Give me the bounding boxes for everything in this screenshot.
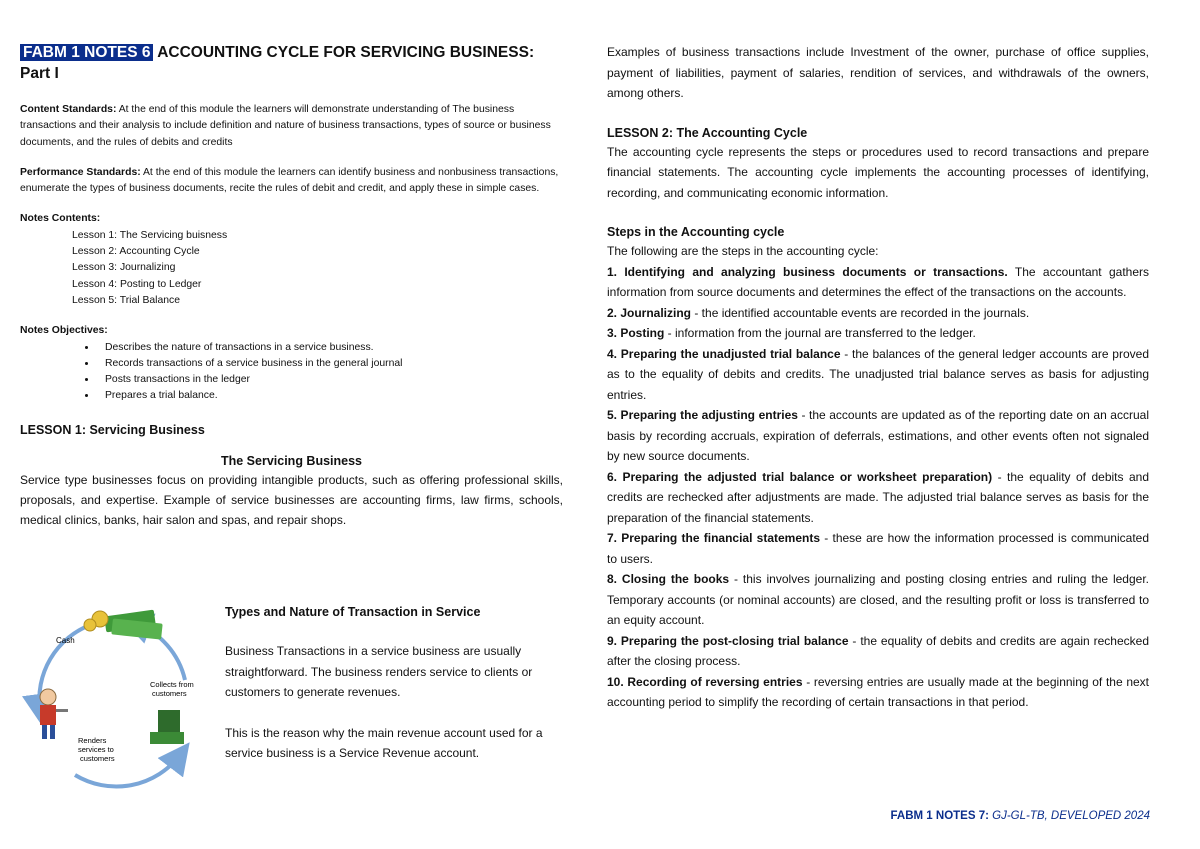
notes-objectives [20,323,563,404]
page-title [20,42,563,84]
step-label: 9. Preparing the post-closing trial balance [607,633,849,648]
renders-label-3: customers [80,754,115,763]
performance-standards-text: At the end of this module the learners can identify business and nonbusiness transactions, enumerate the types of business documents, recite the rules of debit and credit, and apply these in simple cases. [20,166,559,195]
steps-intro: The following are the steps in the accounting cycle: [607,244,879,258]
cycle-svg [20,605,210,800]
lesson2-heading: LESSON 2: The Accounting Cycle [607,125,808,140]
footer-text: GJ-GL-TB, DEVELOPED 2024 [988,810,1150,822]
page-footer [891,810,1150,822]
step-item [607,303,1149,324]
step-item [607,569,1149,631]
step-item [607,672,1149,713]
step-text: The accountant gathers information from source documents and determines the effect of the transactions on the accounts. [607,264,1149,299]
performance-standards-label: Performance Standards: [20,166,141,178]
step-item [607,405,1149,467]
step-item [607,344,1149,406]
list-item: Lesson 4: Posting to Ledger [72,278,202,290]
notes-contents-heading: Notes Contents: [20,213,101,225]
notes-contents [20,211,563,309]
step-text: - the equality of debits and credits are rechecked after adjustments are made. The adjusted trial balance serves as basis for the preparation of the financial statements. [607,469,1149,525]
step-item [607,262,1149,303]
list-item: • Posts transactions in the ledger [97,372,563,388]
step-item [607,323,1149,344]
renders-label-1: Renders [78,736,107,745]
step-item [607,631,1149,672]
types-paragraph-1: Business Transactions in a service business are usually straightforward. The business renders service to clients or customers to generate revenues. [225,644,533,699]
money-icon [84,610,163,640]
collects-label-1: Collects from [150,680,194,689]
step-item [607,467,1149,529]
collects-label-2: customers [152,689,187,698]
types-heading: Types and Nature of Transaction in Service [225,605,481,619]
list-item: Lesson 3: Journalizing [72,262,176,274]
renders-label-2: services to [78,745,114,754]
content-standards-label: Content Standards: [20,104,117,115]
step-text: - the balances of the general ledger accounts are proved as to the equality of debits and credits. The unadjusted trial balance serves as basis for adjusting entries. [607,346,1149,402]
step-label: 4. Preparing the unadjusted trial balance [607,346,841,361]
title-text: ACCOUNTING CYCLE FOR SERVICING BUSINESS: [153,44,535,61]
step-text: - the identified accountable events are recorded in the journals. [691,305,1030,320]
performance-standards [20,165,563,198]
step-label: 3. Posting [607,326,665,340]
list-item: • Describes the nature of transactions in a service business. [97,340,563,356]
intro-paragraph: Examples of business transactions include Investment of the owner, purchase of office supplies, payment of liabilities, payment of salaries, rendition of services, and withdrawals of the owners, among others. [607,45,1149,100]
step-text: - the accounts are updated as of the reporting date on an accrual basis by recording accruals, expiration of deferrals, estimations, and other events often not signaled by new source documents. [607,408,1149,463]
step-label: 8. Closing the books [607,572,730,586]
title-part: Part I [20,65,59,82]
step-label: 5. Preparing the adjusting entries [607,408,798,422]
list-item: • Prepares a trial balance. [97,388,563,404]
notes-objectives-heading: Notes Objectives: [20,325,108,337]
lesson1-subheading: The Servicing Business [220,453,363,468]
list-item: • Records transactions of a service business in the general journal [97,356,563,372]
step-text: - the equality of debits and credits are again rechecked after the closing process. [607,633,1149,668]
footer-tag: FABM 1 NOTES 7: [890,810,989,822]
step-label: 7. Preparing the financial statements [607,531,821,545]
step-label: 10. Recording of reversing entries [607,674,803,689]
list-item: Lesson 5: Trial Balance [72,294,181,306]
list-item: Lesson 2: Accounting Cycle [72,246,200,258]
step-text: - this involves journalizing and posting closing entries and ruling the ledger. Temporary accounts (or nominal accounts) are closed, and the resulting profit or loss is transferred to an equity account. [607,572,1149,627]
content-standards-text: At the end of this module the learners will demonstrate understanding of The business transactions and their analysis to include definition and nature of business transactions, types of source or business documents, and the rules of debits and credits [20,104,551,148]
step-label: 2. Journalizing [607,305,692,320]
right-column [607,42,1149,713]
lesson2-paragraph: The accounting cycle represents the steps or procedures used to record transactions and prepare financial statements. The accounting cycle implements the accounting processes of identifying, recording, and communicating economic information. [607,144,1149,200]
step-label: 6. Preparing the adjusted trial balance or worksheet preparation) [607,469,993,484]
steps-heading: Steps in the Accounting cycle [607,225,785,239]
step-item [607,528,1149,569]
left-column [20,42,563,530]
types-paragraph-2: This is the reason why the main revenue account used for a service business is a Service Revenue account. [225,725,543,760]
list-item: Lesson 1: The Servicing buisness [72,229,228,241]
mechanic-icon [40,689,68,739]
content-standards [20,102,563,151]
lesson1-paragraph: Service type businesses focus on providing intangible products, such as offering professional skills, proposals, and expertise. Example of service businesses are accounting firms, law firms, schools, medical clinics, banks, hair salon and spas, and repair shops. [20,472,563,527]
cash-label: Cash [56,636,75,645]
lesson1-heading: LESSON 1: Servicing Business [20,422,205,437]
types-section [225,603,565,764]
step-text: - information from the journal are transferred to the ledger. [664,326,976,340]
step-label: 1. Identifying and analyzing business documents or transactions. [607,264,1008,279]
service-cycle-diagram [20,605,210,800]
step-text: - these are how the information processed is communicated to users. [607,531,1150,566]
title-badge: FABM 1 NOTES 6 [20,44,153,61]
step-text: - reversing entries are usually made at the beginning of the next accounting period to simplify the recording of certain transactions in that period. [607,674,1149,709]
cash-register-icon [150,710,184,744]
